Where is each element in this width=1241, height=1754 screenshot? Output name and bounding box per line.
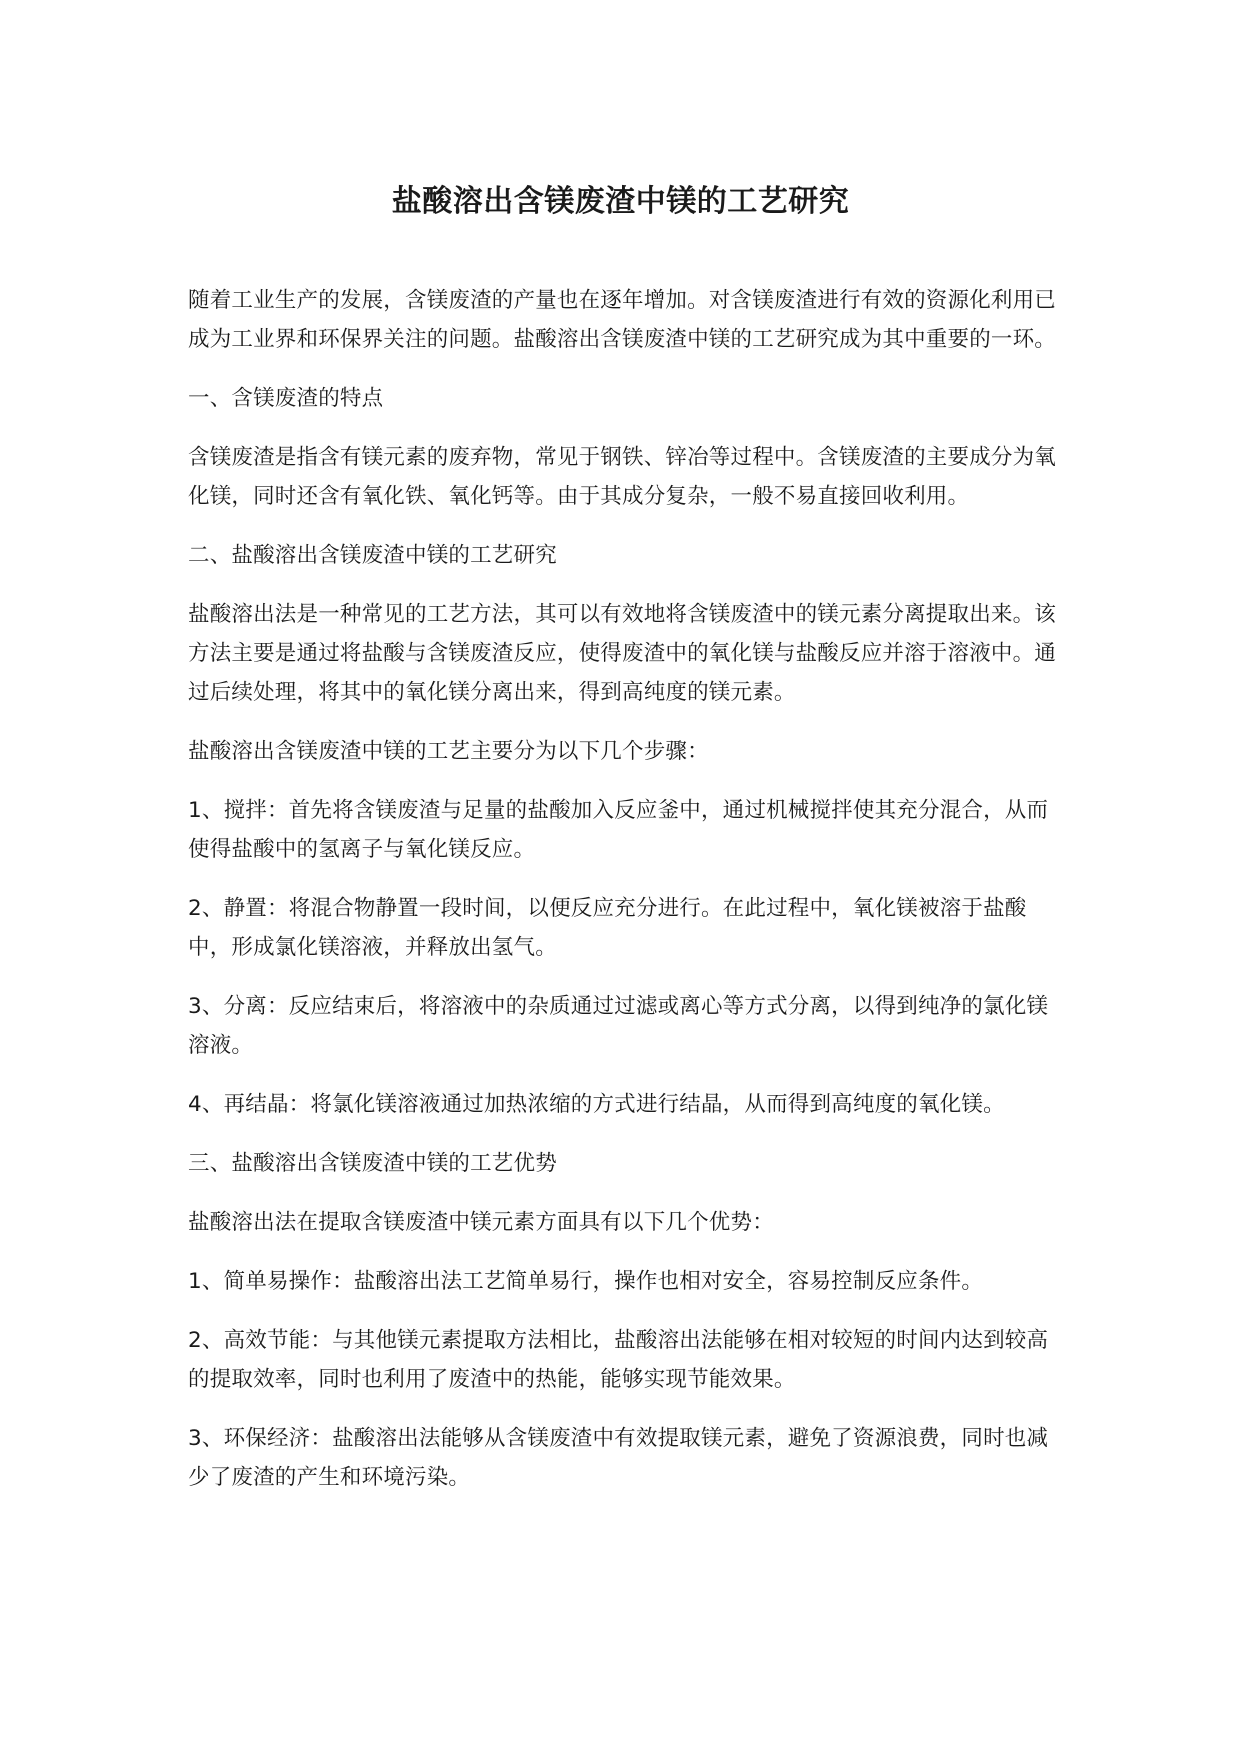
paragraph-method: 盐酸溶出法是一种常见的工艺方法，其可以有效地将含镁废渣中的镁元素分离提取出来。该方法主要是通过将盐酸与含镁废渣反应，使得废渣中的氧化镁与盐酸反应并溶于溶液中。通过后续处理，将其中的氧化镁分离出来，得到高纯度的镁元素。 <box>188 602 1057 705</box>
advantage-item-2: 2、高效节能：与其他镁元素提取方法相比，盐酸溶出法能够在相对较短的时间内达到较高的提取效率，同时也利用了废渣中的热能，能够实现节能效果。 <box>188 1328 1049 1392</box>
advantage-item-1: 1、简单易操作：盐酸溶出法工艺简单易行，操作也相对安全，容易控制反应条件。 <box>188 1269 984 1294</box>
step-item-2: 2、静置：将混合物静置一段时间，以便反应充分进行。在此过程中，氧化镁被溶于盐酸中，形成氯化镁溶液，并释放出氢气。 <box>188 896 1027 960</box>
step-item-3: 3、分离：反应结束后，将溶液中的杂质通过过滤或离心等方式分离，以得到纯净的氯化镁溶液。 <box>188 994 1049 1058</box>
section-heading-1: 一、含镁废渣的特点 <box>188 386 384 411</box>
advantage-item-3: 3、环保经济：盐酸溶出法能够从含镁废渣中有效提取镁元素，避免了资源浪费，同时也减少了废渣的产生和环境污染。 <box>188 1426 1049 1490</box>
paragraph-steps-intro: 盐酸溶出含镁废渣中镁的工艺主要分为以下几个步骤： <box>188 739 709 764</box>
document-body <box>188 281 1060 1517</box>
step-item-4: 4、再结晶：将氯化镁溶液通过加热浓缩的方式进行结晶，从而得到高纯度的氧化镁。 <box>188 1092 1005 1117</box>
paragraph-intro: 随着工业生产的发展，含镁废渣的产量也在逐年增加。对含镁废渣进行有效的资源化利用已成为工业界和环保界关注的问题。盐酸溶出含镁废渣中镁的工艺研究成为其中重要的一环。 <box>188 288 1057 352</box>
section-heading-3: 三、盐酸溶出含镁废渣中镁的工艺优势 <box>188 1151 557 1176</box>
paragraph-features: 含镁废渣是指含有镁元素的废弃物，常见于钢铁、锌冶等过程中。含镁废渣的主要成分为氧化镁，同时还含有氧化铁、氧化钙等。由于其成分复杂，一般不易直接回收利用。 <box>188 445 1057 509</box>
section-heading-2: 二、盐酸溶出含镁废渣中镁的工艺研究 <box>188 543 557 568</box>
step-item-1: 1、搅拌：首先将含镁废渣与足量的盐酸加入反应釜中，通过机械搅拌使其充分混合，从而使得盐酸中的氢离子与氧化镁反应。 <box>188 798 1049 862</box>
document-title: 盐酸溶出含镁废渣中镁的工艺研究 <box>391 184 850 219</box>
paragraph-advantages-intro: 盐酸溶出法在提取含镁废渣中镁元素方面具有以下几个优势： <box>188 1210 774 1235</box>
